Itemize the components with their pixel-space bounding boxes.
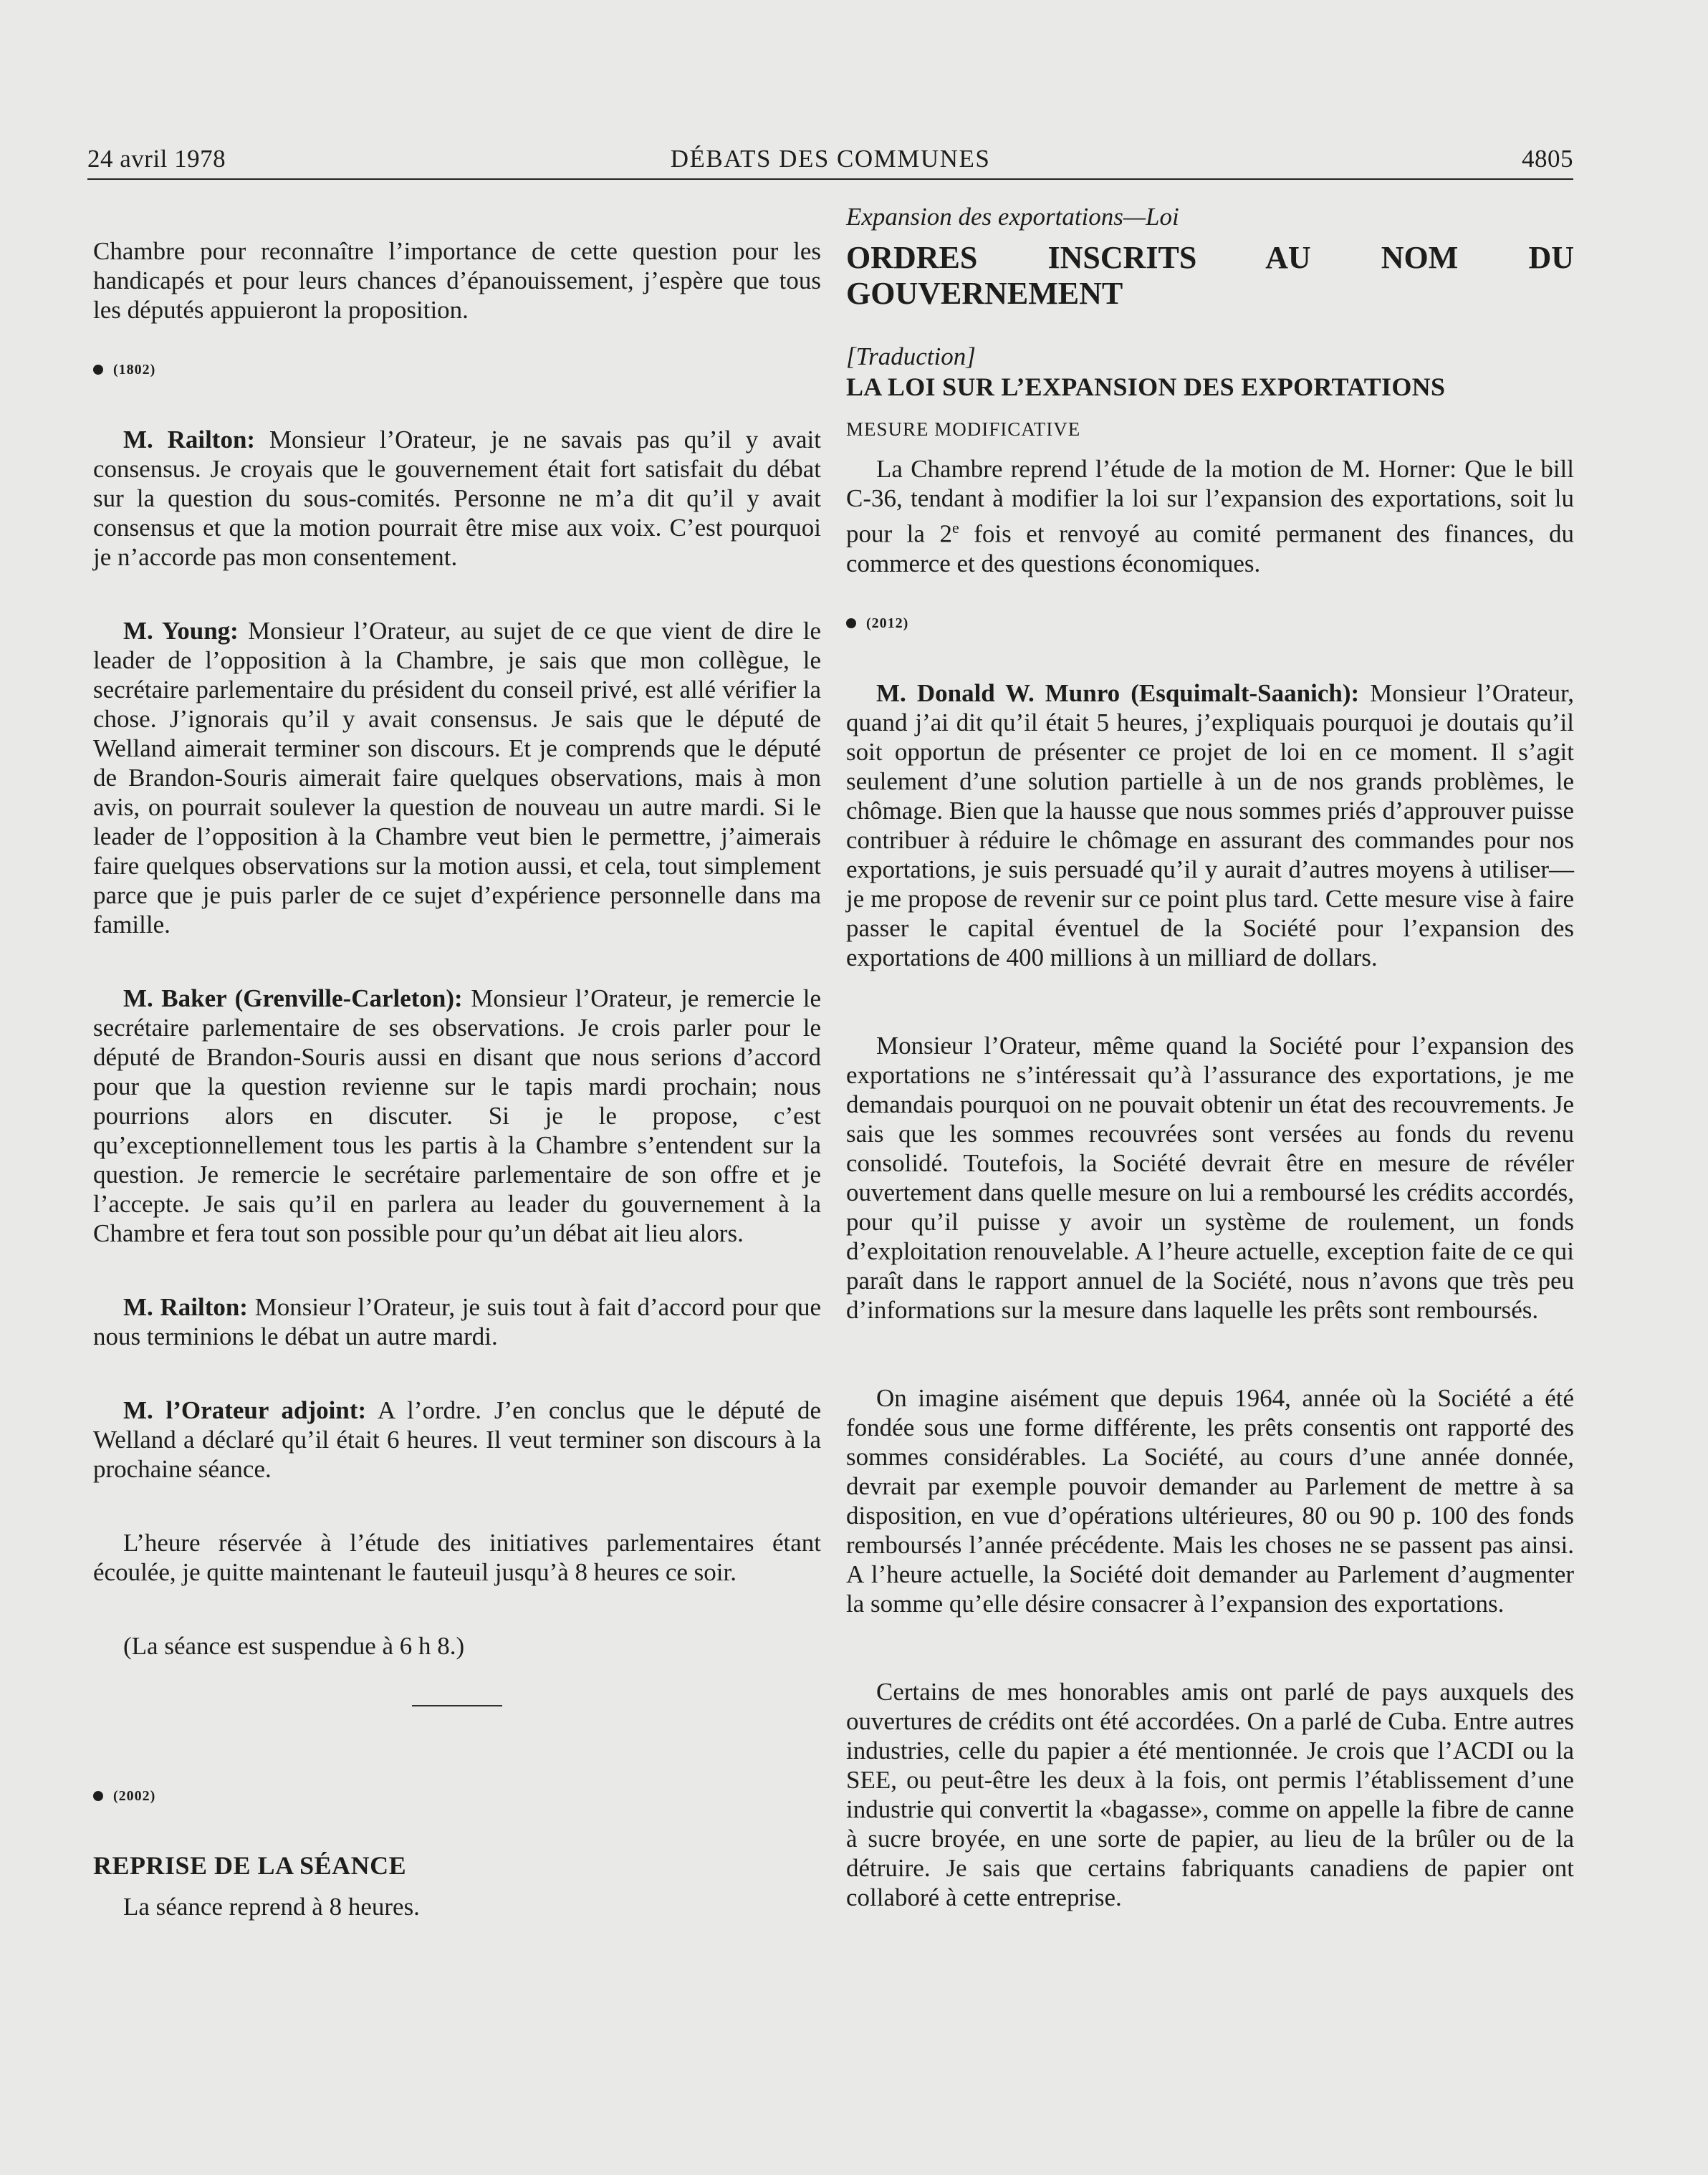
body-paragraph: La séance reprend à 8 heures. <box>123 1893 420 1921</box>
bullet-icon <box>93 1791 103 1801</box>
speech-text: Monsieur l’Orateur, je remercie le secrétaire parlementaire de ses observations. Je crois parler pour le député de Brandon-Souris aussi en disant que nous serions d’accord pour que la question revienne sur le tapis mardi prochain; nous pourrions alors en discuter. Si je le propose, c’est qu’exceptionnellement tous les partis à la Chambre s’entendent sur la question. Je remercie le secrétaire parlementaire de son offre et je l’accepte. Je sais qu’il en parlera au leader du gouvernement à la Chambre et fera tout son possible pour qu’un débat ait lieu alors. <box>93 984 821 1247</box>
main-heading: ORDRES INSCRITS AU NOM DU GOUVERNEMENT <box>846 240 1574 311</box>
issue-date: 24 avril 1978 <box>87 145 226 173</box>
speaker-name: M. Railton: <box>123 426 256 453</box>
speech-text: Monsieur l’Orateur, je suis tout à fait d’accord pour que nous terminions le débat un autre mardi. <box>93 1293 821 1350</box>
running-header <box>87 145 1573 181</box>
body-paragraph: Certains de mes honorables amis ont parlé de pays auxquels des ouvertures de crédits ont été accordées. On a parlé de Cuba. Entre autres industries, celle du papier a été mentionnée. Je crois que l’ACDI ou la SEE, ou peut-être les deux à la fois, ont permis l’établissement d’une industrie qui convertit la «bagasse», comme on appelle la fibre de canne à sucre broyée, en une sorte de papier, au lieu de la brûler ou de la détruire. Je sais que certains fabriquants canadiens de papier ont collaboré à cette entreprise. <box>846 1677 1574 1911</box>
time-marker-label: (2002) <box>113 1788 156 1804</box>
speaker-name: M. Railton: <box>123 1293 248 1321</box>
body-paragraph: L’heure réservée à l’étude des initiatives parlementaires étant écoulée, je quitte maintenant le fauteuil jusqu’à 8 heures ce soir. <box>93 1529 821 1586</box>
intro-paragraph: Chambre pour reconnaître l’importance de cette question pour les handicapés et pour leurs chances d’épanouissement, j’espère que tous les députés appuieront la proposition. <box>93 237 821 324</box>
section-heading: REPRISE DE LA SÉANCE <box>93 1851 407 1880</box>
speech-text: Monsieur l’Orateur, au sujet de ce que vient de dire le leader de l’opposition à la Chambre, je sais que mon collègue, le secrétaire parlementaire du président du conseil privé, est allé vérifier la chose. J’ignorais qu’il y avait consensus. Je sais que le député de Welland aimerait terminer son discours. Et je comprends que le député de Brandon-Souris aimerait faire quelques observations, mais à mon avis, on pourrait soulever la question de nouveau un autre mardi. Si le leader de l’opposition à la Chambre veut bien le permettre, j’aimerais faire quelques observations sur la motion aussi, et cela, tout simplement parce que je puis parler de ce sujet d’expérience personnelle dans ma famille. <box>93 617 821 938</box>
rubric: Expansion des exportations—Loi <box>846 203 1179 231</box>
body-paragraph: On imagine aisément que depuis 1964, année où la Société a été fondée sous une forme différente, les prêts consentis ont rapporté des sommes considérables. La Société, au cours d’une année donnée, devrait par exemple pouvoir demander au Parlement de mettre à sa disposition, en vue d’opérations ultérieures, 80 ou 90 p. 100 des fonds remboursés l’année précédente. Mais les choses ne se passent pas ainsi. A l’heure actuelle, la Société doit demander au Parlement d’augmenter la somme qu’elle désire consacrer à l’expansion des exportations. <box>846 1383 1574 1618</box>
suspension-note: (La séance est suspendue à 6 h 8.) <box>123 1632 465 1660</box>
left-column <box>93 236 821 1921</box>
page-number: 4805 <box>1522 145 1573 173</box>
speech-paragraph <box>93 1396 821 1484</box>
speaker-name: M. l’Orateur adjoint: <box>123 1396 367 1424</box>
speaker-name: M. Donald W. Munro (Esquimalt-Saanich): <box>876 678 1360 707</box>
measure-heading: MESURE MODIFICATIVE <box>846 418 1081 440</box>
speaker-name: M. Young: <box>123 617 239 645</box>
header-rule <box>87 178 1573 180</box>
speech-text: Monsieur l’Orateur, quand j’ai dit qu’il était 5 heures, j’expliquais pourquoi je doutais qu’il soit opportun de présenter ce projet de loi en ce moment. Il s’agit seulement d’une solution partielle à un de nos grands problèmes, le chômage. Bien que la hausse que nous sommes priés d’approuver puisse contribuer à réduire le chômage en assurant des commandes pour nos exportations, je suis persuadé qu’il y aurait d’autres moyens à utiliser—je me propose de revenir sur ce point plus tard. Cette mesure vise à faire passer le capital éventuel de la Société pour l’expansion des exportations de 400 millions à un milliard de dollars. <box>846 678 1575 971</box>
time-marker <box>93 359 821 380</box>
time-marker <box>93 1785 821 1807</box>
time-marker <box>846 613 1574 634</box>
time-marker-label: (1802) <box>113 362 156 378</box>
bullet-icon <box>846 618 856 628</box>
speech-paragraph <box>93 984 821 1248</box>
bullet-icon <box>93 365 103 375</box>
speech-paragraph <box>93 616 821 939</box>
right-column <box>846 202 1574 1912</box>
translation-note: [Traduction] <box>846 342 976 370</box>
law-heading: LA LOI SUR L’EXPANSION DES EXPORTATIONS <box>846 373 1446 401</box>
speech-text: A l’ordre. J’en conclus que le député de Welland a déclaré qu’il était 6 heures. Il veut terminer son discours à la prochaine séance. <box>93 1396 821 1483</box>
speech-paragraph <box>846 678 1574 972</box>
time-marker-label: (2012) <box>866 615 909 631</box>
speech-paragraph <box>93 425 821 572</box>
motion-paragraph: La Chambre reprend l’étude de la motion de M. Horner: Que le bill C-36, tendant à modifier la loi sur l’expansion des exportations, soit lu pour la 2e fois et renvoyé au comité permanent des finances, du commerce et des questions économiques. <box>846 455 1574 577</box>
speaker-name: M. Baker (Grenville-Carleton): <box>123 984 463 1012</box>
body-paragraph: Monsieur l’Orateur, même quand la Société pour l’expansion des exportations ne s’intéressait qu’à l’assurance des exportations, je me demandais pourquoi on ne pouvait obtenir un état des recouvrements. Je sais que les sommes recouvrées sont versées au fonds du revenu consolidé. Toutefois, la Société devrait être en mesure de révéler ouvertement dans quelle mesure on lui a remboursé les crédits accordés, pour qu’il puisse y avoir un système de roulement, un fonds d’exploitation renouvelable. A l’heure actuelle, exception faite de ce qui paraît dans le rapport annuel de la Société, nous n’avons que très peu d’informations sur la mesure dans laquelle les prêts sont remboursés. <box>846 1031 1574 1324</box>
speech-paragraph <box>93 1292 821 1351</box>
speech-text: Monsieur l’Orateur, je ne savais pas qu’il y avait consensus. Je croyais que le gouvernement était fort satisfait du débat sur la question du sous-comités. Personne ne m’a dit qu’il y avait consensus et que la motion pourrait être mise aux voix. C’est pourquoi je n’accorde pas mon consentement. <box>93 426 821 571</box>
journal-title: DÉBATS DES COMMUNES <box>670 145 991 173</box>
